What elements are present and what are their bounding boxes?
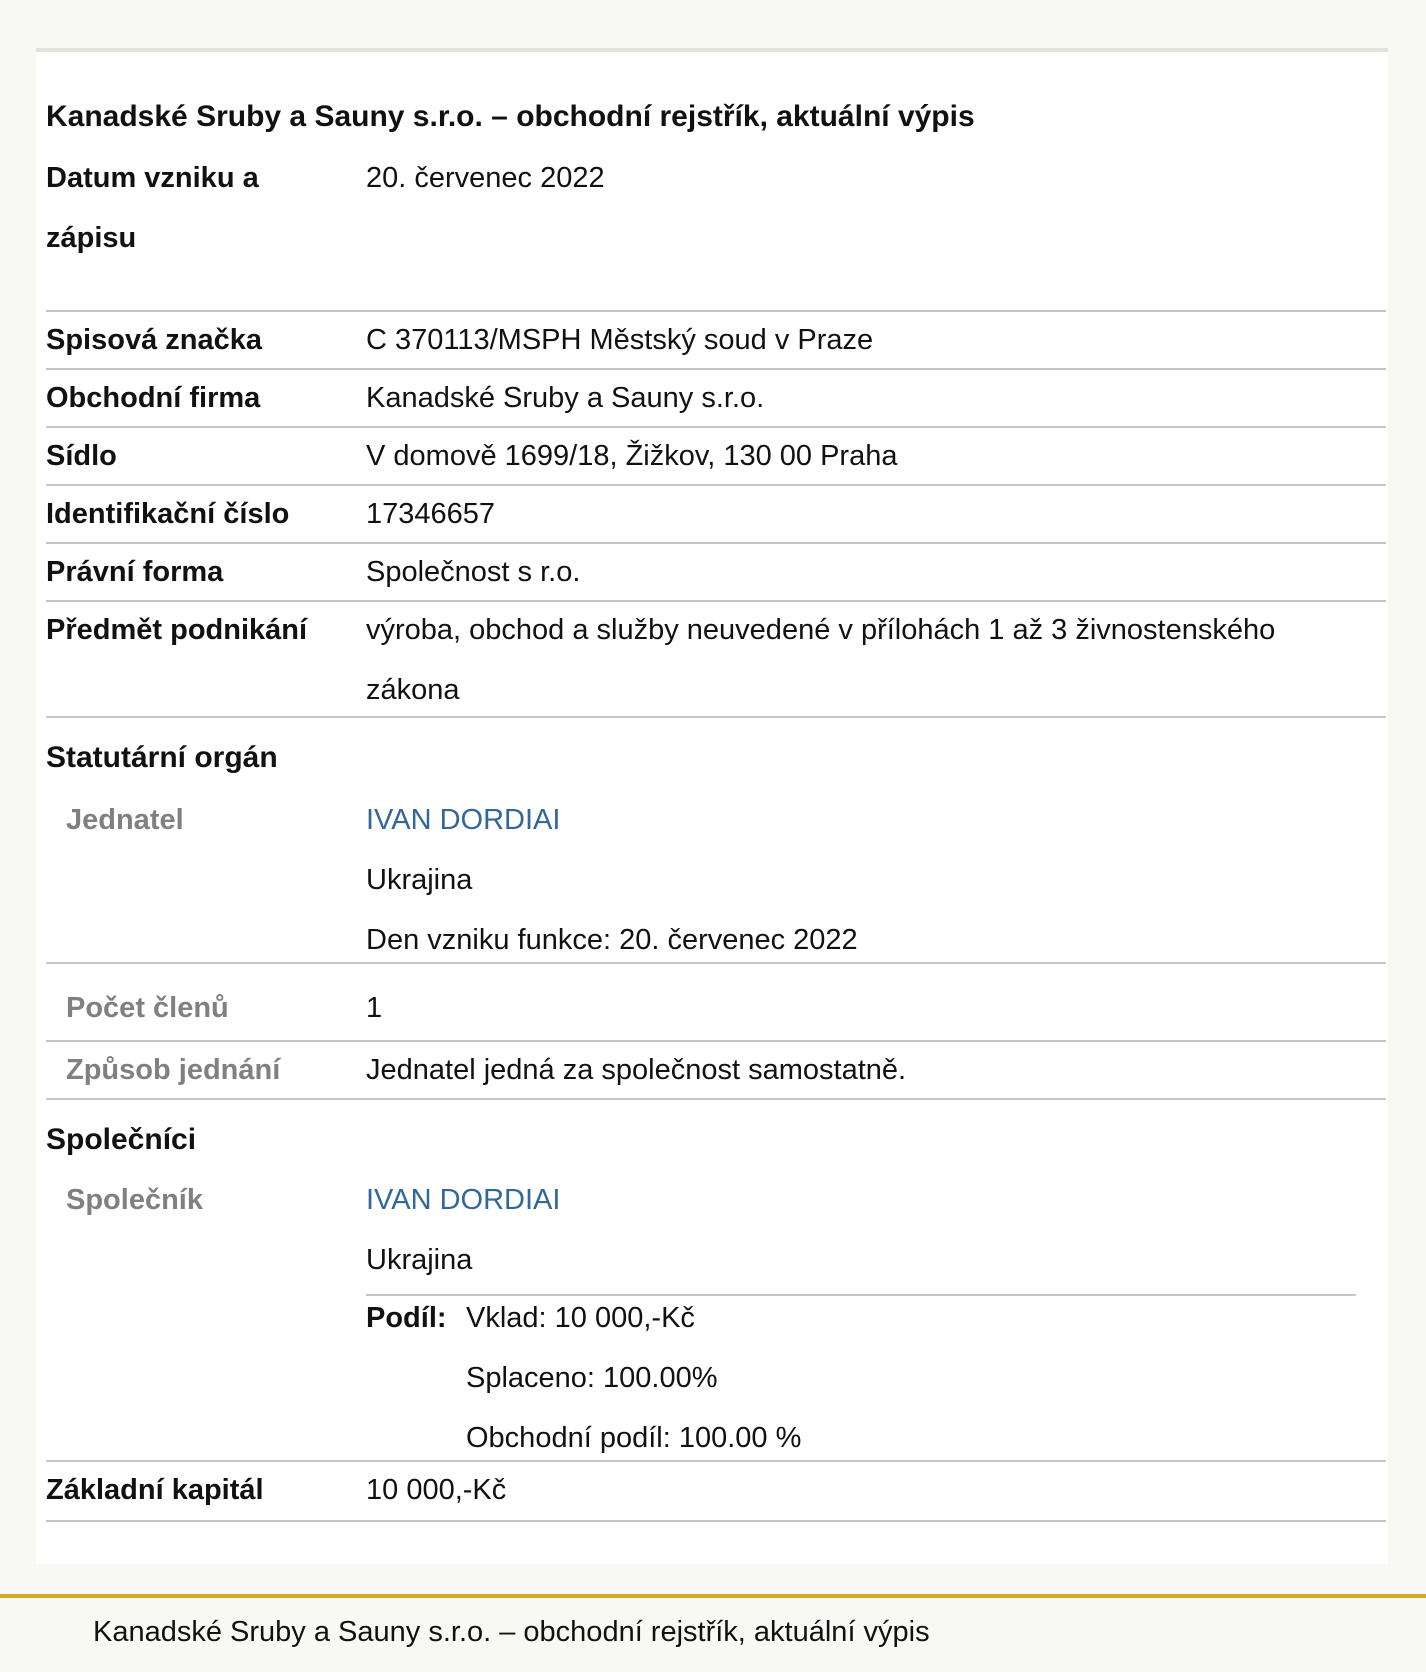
label-jednatel: Jednatel — [66, 804, 184, 836]
podil-splaceno: Splaceno: 100.00% — [466, 1362, 718, 1394]
row-jednatel — [46, 790, 1386, 964]
value-predmet: výroba, obchod a služby neuvedené v přílohách 1 až 3 živnostenského zákona — [366, 614, 1276, 706]
value-sidlo: V domově 1699/18, Žižkov, 130 00 Praha — [366, 440, 898, 472]
value-spisova: C 370113/MSPH Městský soud v Praze — [366, 324, 874, 356]
row-forma — [46, 544, 1386, 602]
value-ico: 17346657 — [366, 498, 496, 530]
label-pocet: Počet členů — [66, 992, 229, 1024]
label-kapital: Základní kapitál — [46, 1474, 264, 1506]
value-firma: Kanadské Sruby a Sauny s.r.o. — [366, 382, 765, 414]
row-firma — [46, 370, 1386, 428]
row-datum — [46, 148, 1386, 312]
value-jednatel — [366, 790, 1376, 970]
row-sidlo — [46, 428, 1386, 486]
podil-label: Podíl: — [366, 1302, 447, 1334]
footer — [0, 1594, 1426, 1672]
label-datum: Datum vzniku a zápisu — [46, 162, 259, 254]
jednatel-since: Den vzniku funkce: 20. červenec 2022 — [366, 924, 858, 956]
heading-statutarni: Statutární orgán — [46, 741, 278, 774]
podil-obchodni: Obchodní podíl: 100.00 % — [466, 1422, 802, 1454]
label-firma: Obchodní firma — [46, 382, 261, 414]
label-spolecnik: Společník — [66, 1184, 203, 1216]
jednatel-country: Ukrajina — [366, 864, 473, 896]
page-title: Kanadské Sruby a Sauny s.r.o. – obchodní rejstřík, aktuální výpis — [46, 100, 975, 133]
label-zpusob: Způsob jednání — [66, 1054, 281, 1086]
value-zpusob: Jednatel jedná za společnost samostatně. — [366, 1054, 907, 1086]
label-spisova: Spisová značka — [46, 324, 262, 356]
label-predmet: Předmět podnikání — [46, 614, 308, 646]
row-predmet — [46, 602, 1386, 718]
label-forma: Právní forma — [46, 556, 224, 588]
label-ico: Identifikační číslo — [46, 498, 290, 530]
jednatel-name-link[interactable]: IVAN DORDIAI — [366, 804, 561, 836]
footer-text: Kanadské Sruby a Sauny s.r.o. – obchodní rejstřík, aktuální výpis — [93, 1616, 930, 1648]
value-datum: 20. červenec 2022 — [366, 162, 605, 194]
value-forma: Společnost s r.o. — [366, 556, 581, 588]
value-pocet: 1 — [366, 992, 383, 1024]
content-card — [36, 48, 1388, 1564]
row-spisova — [46, 312, 1386, 370]
row-zpusob — [46, 1042, 1386, 1100]
label-sidlo: Sídlo — [46, 440, 117, 472]
row-pocet — [46, 964, 1386, 1042]
value-kapital: 10 000,-Kč — [366, 1474, 507, 1506]
spolecnik-country: Ukrajina — [366, 1244, 473, 1276]
value-spolecnik — [366, 1170, 1376, 1290]
row-ico — [46, 486, 1386, 544]
row-kapital — [46, 1462, 1386, 1522]
podil-vklad: Vklad: 10 000,-Kč — [466, 1302, 695, 1334]
spolecnik-name-link[interactable]: IVAN DORDIAI — [366, 1184, 561, 1216]
heading-spolecnici: Společníci — [46, 1123, 197, 1156]
